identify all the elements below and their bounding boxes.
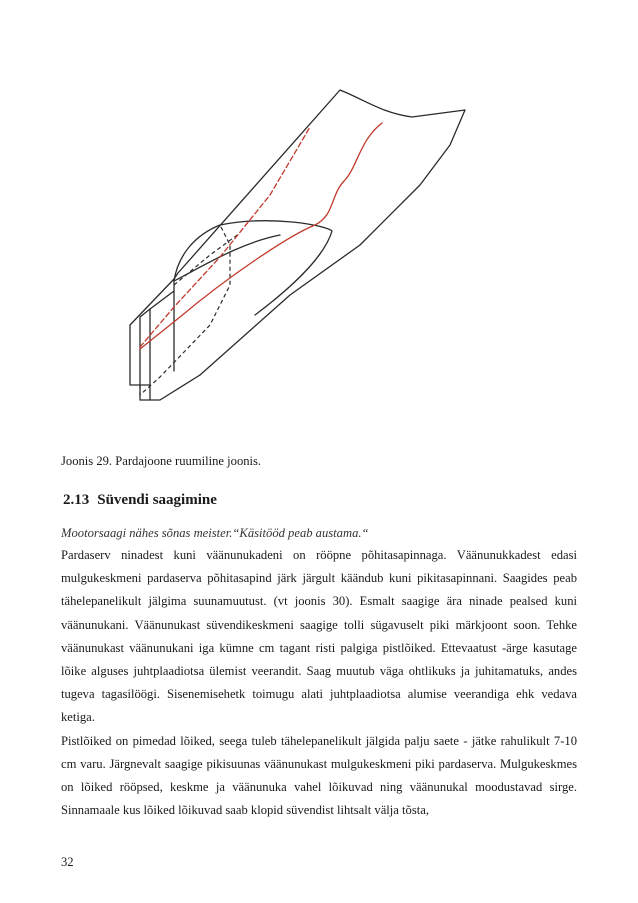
hull-sketch-drawing [120, 85, 500, 425]
figure-caption: Joonis 29. Pardajoone ruumiline joonis. [61, 454, 262, 468]
red-solid-marking [140, 123, 382, 349]
section-number: 2.13 [63, 492, 90, 508]
section-heading [63, 492, 217, 509]
paragraph: Pistlõiked on pimedad lõiked, seega tuleb tähelepanelikult jälgida palju saete - jätke rahulikult 7-10 cm varu. Järgnevalt saagige pikisuunas väänunukast mulgukeskmeni piki pardaserva. Mulgukeskmes on lõiked rööpsed, keskme ja väänunuka vahel lõikuvad ning väänunukal moodustavad sirge. Sinnamaale kus lõiked lõikuvad saab klopid süvendist lihtsalt välja tõsta, [61, 733, 577, 818]
keel-line [150, 375, 200, 400]
stern-edge-line [200, 110, 465, 375]
section-title: Süvendi saagimine [97, 492, 217, 508]
hull-sketch-figure [120, 85, 500, 425]
page-number: 32 [61, 855, 74, 869]
body-text [61, 544, 577, 822]
motto: Mootorsaagi nähes sõnas meister.“Käsitööd peab austama.“ [61, 526, 369, 540]
red-dashed-marking [140, 127, 310, 347]
paragraph: Pardaserv ninadest kuni väänunukadeni on rööpne põhitasapinnaga. Väänunukkadest edasi mulgukeskmeni pardaserva põhitasapind järk järgult käändub kuni pikitasapinnani. Saagides peab tähelepanelikult jälgima suunamuutust. (vt joonis 30). Esmalt saagige ära ninade pealsed kuni väänunukani. Väänunukast süvendikeskmeni saagige tolli sügavuselt piki märkjoont soon. Tehke väänunukast väänunukani iga kümne cm tagant risti palgiga pistlõiked. Ettevaatust -ärge kasutage lõike alguses juhtplaadiotsa ülemist veerandit. Saag muutub väga ohtlikuks ja juhitamatuks, andes tugeva tagasilöögi. Sisenemisehetk toimugu alati juhtplaadiotsa alumise veerandiga ehk vedava ketiga. [61, 548, 577, 725]
dashed-inner-line [140, 225, 230, 395]
